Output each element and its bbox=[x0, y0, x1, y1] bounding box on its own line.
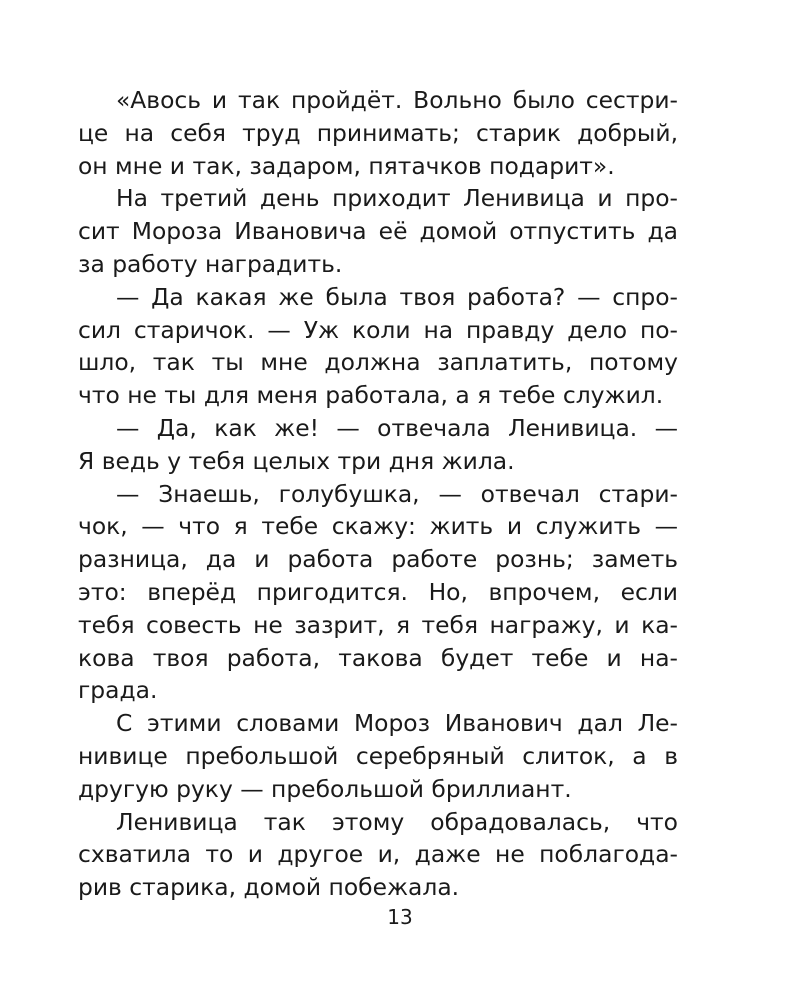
text-line: сил старичок. — Уж коли на правду дело по- bbox=[78, 315, 678, 344]
text-line: сит Мороза Ивановича её домой отпустить да bbox=[78, 217, 678, 246]
text-line: нивице пребольшой серебряный слиток, а в bbox=[78, 741, 678, 770]
text-line: «Авось и так пройдёт. Вольно было сестри- bbox=[116, 86, 678, 114]
text-line: це на себя труд принимать; старик добрый, bbox=[78, 118, 678, 147]
text-line: схватила то и другое и, даже не поблагода- bbox=[78, 840, 678, 869]
body-text bbox=[78, 84, 678, 904]
text-line: С этими словами Мороз Иванович дал Ле- bbox=[116, 709, 678, 738]
page-number: 13 bbox=[387, 905, 413, 929]
text-line: кова твоя работа, такова будет тебе и на- bbox=[78, 643, 678, 672]
text-line: Ленивица так этому обрадовалась, что bbox=[116, 807, 678, 836]
text-line: он мне и так, задаром, пятачков подарит». bbox=[78, 151, 615, 180]
text-line: Я ведь у тебя целых три дня жила. bbox=[78, 446, 515, 475]
text-line: шло, так ты мне должна заплатить, потому bbox=[78, 348, 678, 377]
text-line: — Да какая же была твоя работа? — спро- bbox=[116, 282, 678, 311]
text-line: На третий день приходит Ленивица и про- bbox=[116, 184, 678, 213]
text-line: — Да, как же! — отвечала Ленивица. — bbox=[116, 413, 678, 442]
text-line: рив старика, домой побежала. bbox=[78, 873, 460, 902]
text-line: это: вперёд пригодится. Но, впрочем, если bbox=[78, 577, 678, 606]
text-line: града. bbox=[78, 676, 158, 705]
text-line: что не ты для меня работала, а я тебе служил. bbox=[78, 381, 664, 410]
text-line: за работу наградить. bbox=[78, 249, 343, 278]
text-line: — Знаешь, голубушка, — отвечал стари- bbox=[116, 479, 678, 508]
text-line: разница, да и работа работе рознь; заметь bbox=[78, 545, 678, 574]
text-line: тебя совесть не зазрит, я тебя награжу, и ка- bbox=[78, 610, 678, 639]
text-line: чок, — что я тебе скажу: жить и служить — bbox=[78, 512, 678, 541]
text-line: другую руку — пребольшой бриллиант. bbox=[78, 774, 572, 803]
